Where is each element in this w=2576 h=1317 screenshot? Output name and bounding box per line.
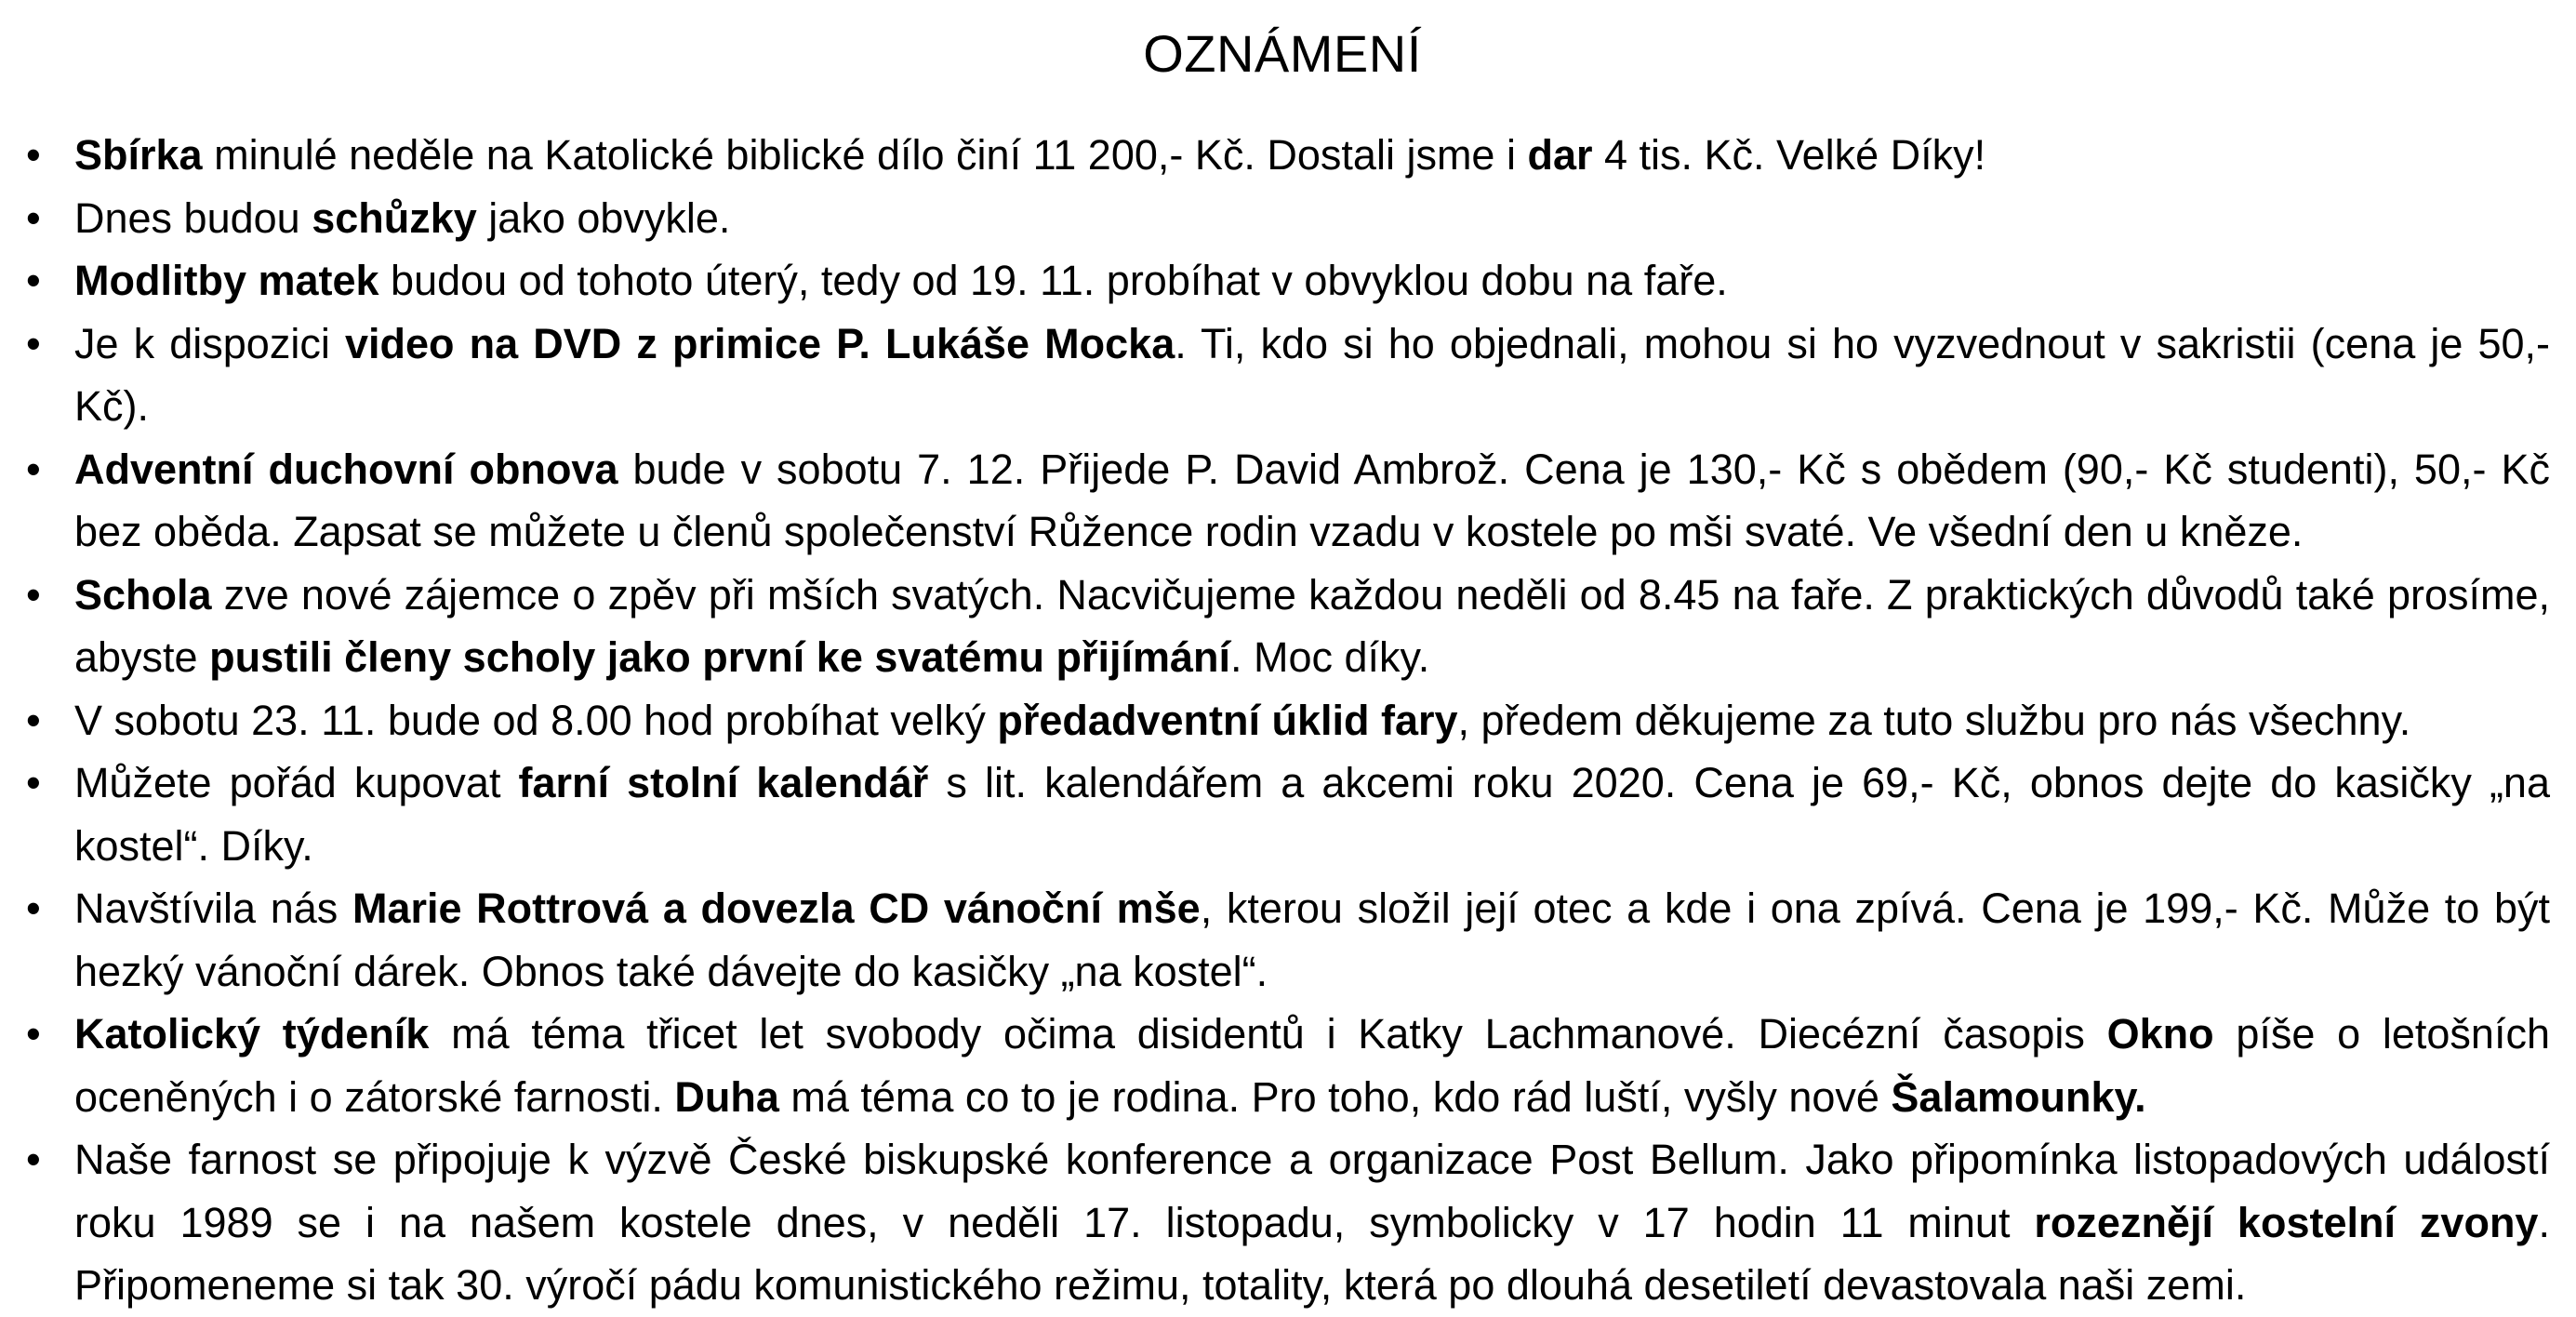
announcement-text: píše o letošních oceněných i o zátorské farnosti. xyxy=(74,1010,2550,1121)
announcement-item xyxy=(26,752,2550,877)
announcement-emphasis: Schola xyxy=(74,570,212,619)
announcement-text: budou od tohoto úterý, tedy od 19. 11. probíhat v obvyklou dobu na faře. xyxy=(378,257,1728,304)
announcement-text: bude v sobotu 7. 12. Přijede P. David Ambrož. Cena je 130,- Kč s obědem (90,- Kč studenti), 50,- Kč bez oběda. Zapsat se můžete u členů společenství Růžence rodin vzadu v kostele po mši svaté. Ve všední den u kněze. xyxy=(74,445,2550,555)
announcement-text: 4 tis. Kč. Velké Díky! xyxy=(1592,131,1986,179)
announcement-emphasis: farní stolní kalendář xyxy=(518,759,929,806)
announcement-item xyxy=(26,249,2550,313)
announcement-emphasis: rozeznějí kostelní zvony xyxy=(2034,1198,2539,1246)
announcement-text: . Ti, kdo si ho objednali, mohou si ho vyzvednout v sakristii (cena je 50,- Kč). xyxy=(74,319,2551,430)
announcement-text: s lit. kalendářem a akcemi roku 2020. Cena je 69,- Kč, obnos dejte do kasičky „na kostel“. Díky. xyxy=(74,759,2550,870)
announcement-item xyxy=(26,877,2550,1003)
announcement-emphasis: dar xyxy=(1527,131,1593,179)
announcement-item xyxy=(26,1128,2550,1317)
announcement-text: . Připomeneme si tak 30. výročí pádu komunistického režimu, totality, která po dlouhá desetiletí devastovala naši zemi. xyxy=(74,1198,2550,1309)
announcement-text: minulé neděle na Katolické biblické dílo činí 11 200,- Kč. Dostali jsme i xyxy=(202,131,1528,179)
announcement-text: má téma třicet let svobody očima disidentů i Katky Lachmanové. Diecézní časopis xyxy=(429,1010,2107,1058)
announcement-text: , kterou složil její otec a kde i ona zpívá. Cena je 199,- Kč. Může to být hezký vánoční dárek. Obnos také dávejte do kasičky „na kostel“. xyxy=(74,885,2550,995)
announcement-list xyxy=(26,124,2550,1317)
announcement-emphasis: Sbírka xyxy=(74,131,203,179)
announcement-text: jako obvykle. xyxy=(476,193,731,242)
announcement-item xyxy=(26,438,2550,564)
page-title: OZNÁMENÍ xyxy=(1143,24,1422,83)
announcement-emphasis: pustili členy scholy jako první ke svatému přijímání xyxy=(209,633,1230,681)
bullet-icon: • xyxy=(26,1010,41,1058)
announcement-emphasis: Duha xyxy=(674,1072,779,1121)
announcement-item xyxy=(26,564,2550,689)
announcement-text: . Moc díky. xyxy=(1229,633,1430,681)
announcement-text: Můžete pořád kupovat xyxy=(74,759,519,806)
bullet-icon: • xyxy=(26,759,41,806)
bullet-icon: • xyxy=(26,131,41,179)
announcement-emphasis: Šalamounky. xyxy=(1891,1072,2146,1121)
announcement-text: Navštívila nás xyxy=(74,885,352,932)
announcement-emphasis: Adventní duchovní obnova xyxy=(74,445,618,493)
bullet-icon: • xyxy=(26,257,41,304)
announcement-emphasis: Marie Rottrová a dovezla CD vánoční mše xyxy=(352,885,1201,932)
bullet-icon: • xyxy=(26,1136,41,1183)
bullet-icon: • xyxy=(26,885,41,932)
announcement-text: V sobotu 23. 11. bude od 8.00 hod probíhat velký xyxy=(74,696,998,744)
announcement-text: Naše farnost se připojuje k výzvě České biskupské konference a organizace Post Bellum. Jako připomínka listopadových událostí roku 1989 se i na našem kostele dnes, v neděli 17. listopadu, symbolicky v 17 hodin 11 minut xyxy=(74,1136,2550,1246)
announcement-item xyxy=(26,1003,2550,1128)
announcement-emphasis: schůzky xyxy=(312,193,477,242)
announcement-emphasis: Okno xyxy=(2106,1010,2214,1058)
bullet-icon: • xyxy=(26,319,41,367)
announcement-item xyxy=(26,187,2550,250)
announcement-emphasis: předadventní úklid fary xyxy=(997,696,1458,744)
announcement-item xyxy=(26,689,2550,752)
announcement-text: , předem děkujeme za tuto službu pro nás všechny. xyxy=(1457,696,2411,744)
bullet-icon: • xyxy=(26,445,41,493)
announcement-emphasis: Katolický týdeník xyxy=(74,1010,430,1058)
announcement-item xyxy=(26,124,2550,187)
bullet-icon: • xyxy=(26,696,41,744)
bullet-icon: • xyxy=(26,570,41,619)
announcement-text: má téma co to je rodina. Pro toho, kdo rád luští, vyšly nové xyxy=(778,1072,1892,1121)
announcement-emphasis: video na DVD z primice P. Lukáše Mocka xyxy=(344,319,1175,367)
announcement-text: Je k dispozici xyxy=(74,319,345,367)
announcement-text: zve nové zájemce o zpěv při mších svatých. Nacvičujeme každou neděli od 8.45 na faře. Z praktických důvodů také prosíme, abyste xyxy=(74,570,2550,681)
announcement-text: Dnes budou xyxy=(74,193,312,242)
bullet-icon: • xyxy=(26,193,41,242)
announcement-emphasis: Modlitby matek xyxy=(74,257,379,304)
announcement-item xyxy=(26,313,2550,438)
